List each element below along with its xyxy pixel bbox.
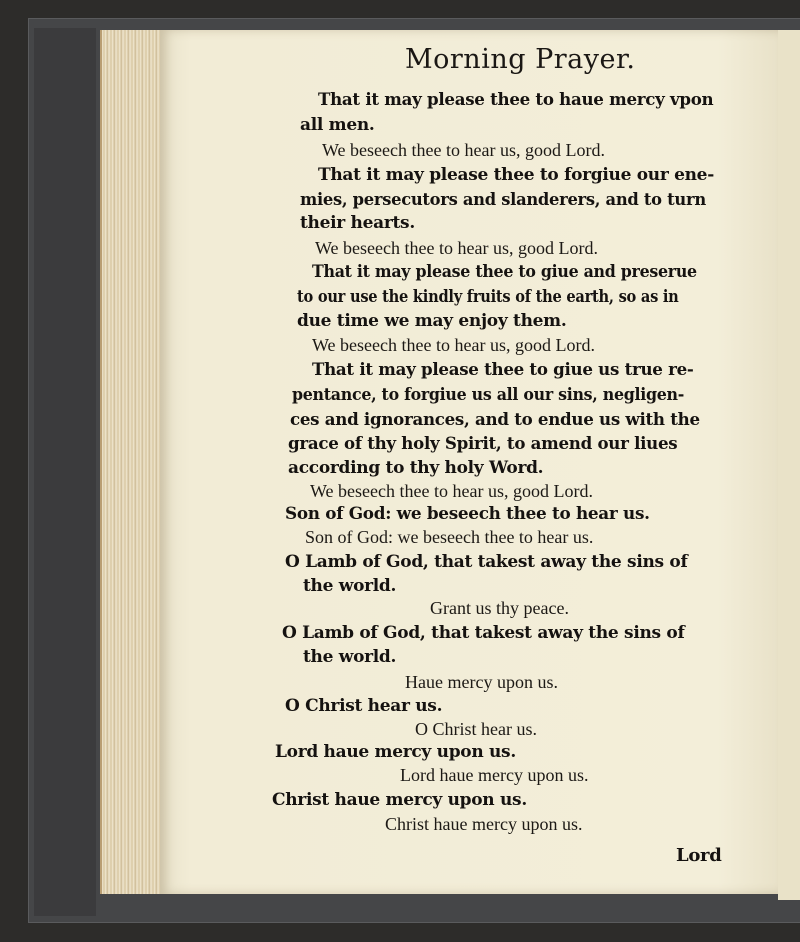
text-line: Son of God: we beseech thee to hear us. <box>305 527 594 547</box>
text-line: pentance, to forgiue us all our sins, negligen- <box>292 385 685 405</box>
text-line: Christ haue mercy upon us. <box>385 814 583 834</box>
text-line: We beseech thee to hear us, good Lord. <box>322 140 605 160</box>
text-line: Grant us thy peace. <box>430 598 569 618</box>
text-line: O Christ hear us. <box>285 696 443 716</box>
text-line: ces and ignorances, and to endue us with the <box>290 410 700 430</box>
catchword: Lord <box>676 845 722 866</box>
text-line: the world. <box>303 647 397 667</box>
text-line: That it may please thee to giue and preserue <box>312 262 697 282</box>
text-line: That it may please thee to giue us true re- <box>312 360 694 380</box>
text-line: to our use the kindly fruits of the earth, so as in <box>297 287 679 307</box>
text-line: Lord haue mercy upon us. <box>400 765 589 785</box>
text-line: O Lamb of God, that takest away the sins of <box>282 623 685 643</box>
text-line: all men. <box>300 115 375 135</box>
text-line: Lord haue mercy upon us. <box>275 742 516 762</box>
text-line: Christ haue mercy upon us. <box>272 790 527 810</box>
text-line: O Christ hear us. <box>415 719 537 739</box>
text-line: Haue mercy upon us. <box>405 672 558 692</box>
text-line: We beseech thee to hear us, good Lord. <box>312 335 595 355</box>
text-line: That it may please thee to forgiue our ene- <box>318 165 714 185</box>
text-line: We beseech thee to hear us, good Lord. <box>310 481 593 501</box>
text-line: O Lamb of God, that takest away the sins of <box>285 552 688 572</box>
text-line: their hearts. <box>300 213 415 233</box>
text-line: mies, persecutors and slanderers, and to turn <box>300 190 706 210</box>
text-line: That it may please thee to haue mercy vpon <box>318 90 714 110</box>
running-header: Morning Prayer. <box>405 44 636 75</box>
text-line: Son of God: we beseech thee to hear us. <box>285 504 650 524</box>
text-line: grace of thy holy Spirit, to amend our liues <box>288 434 678 454</box>
text-line: according to thy holy Word. <box>288 458 544 478</box>
text-line: We beseech thee to hear us, good Lord. <box>315 238 598 258</box>
text-line: the world. <box>303 576 397 596</box>
text-line: due time we may enjoy them. <box>297 311 567 331</box>
